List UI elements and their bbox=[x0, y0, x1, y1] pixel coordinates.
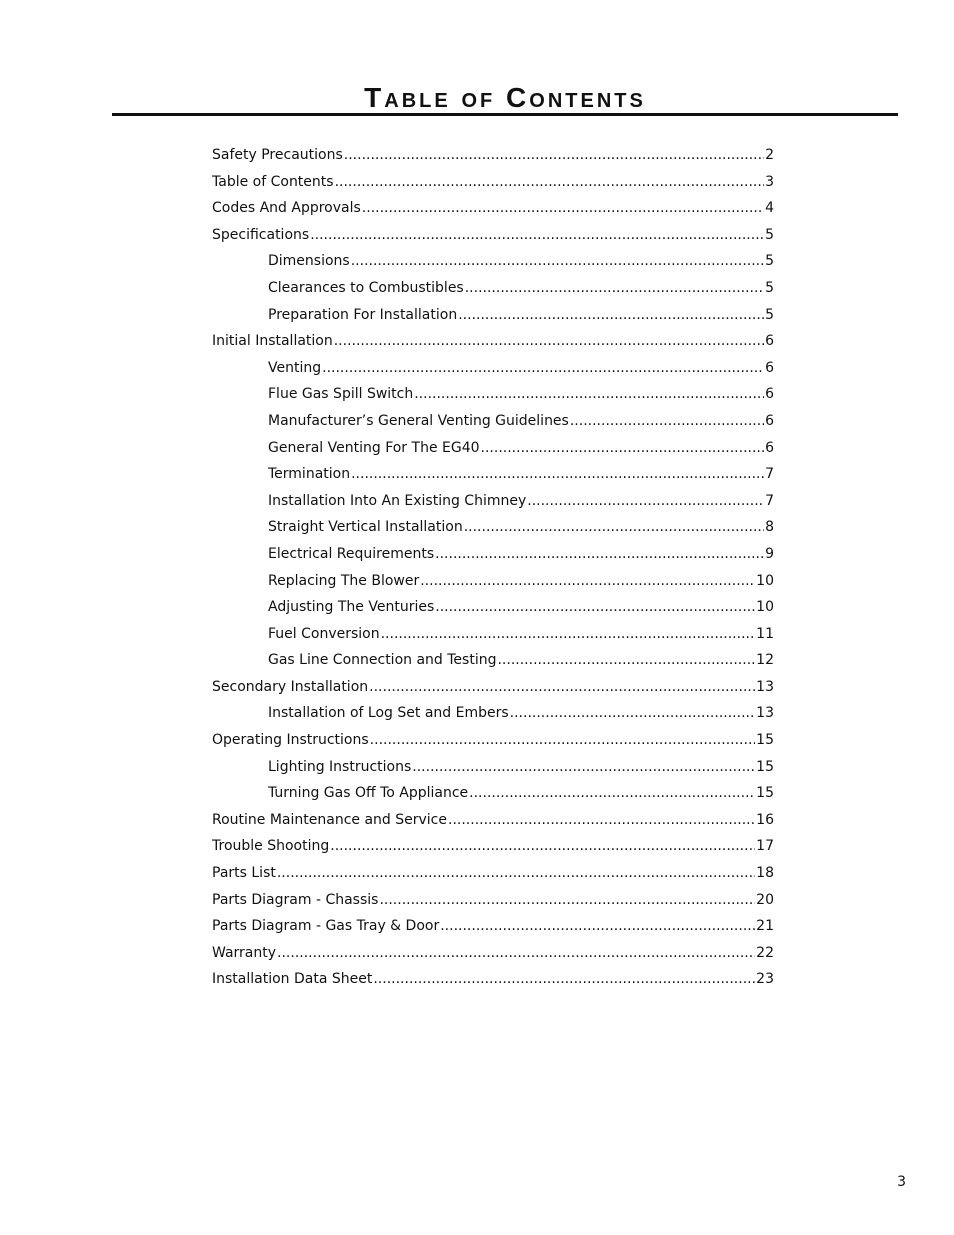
toc-entry-page: 5 bbox=[765, 306, 774, 323]
toc-entry[interactable] bbox=[212, 940, 774, 967]
toc-entry-page: 17 bbox=[756, 838, 774, 855]
toc-entry[interactable] bbox=[212, 700, 774, 727]
toc-entry-page: 4 bbox=[765, 200, 774, 217]
toc-entry[interactable] bbox=[212, 195, 774, 222]
toc-entry-label: Electrical Requirements bbox=[268, 545, 435, 562]
toc-entry[interactable] bbox=[212, 647, 774, 674]
toc-entry[interactable] bbox=[212, 355, 774, 382]
page-title: Table of Contents bbox=[364, 82, 646, 113]
dot-leader bbox=[420, 568, 755, 595]
table-of-contents bbox=[212, 142, 774, 993]
dot-leader bbox=[379, 887, 755, 914]
toc-entry[interactable] bbox=[212, 887, 774, 914]
toc-entry[interactable] bbox=[212, 169, 774, 196]
toc-entry[interactable] bbox=[212, 621, 774, 648]
dot-leader bbox=[414, 381, 764, 408]
toc-entry-page: 18 bbox=[756, 865, 774, 882]
dot-leader bbox=[481, 435, 765, 462]
dot-leader bbox=[435, 541, 764, 568]
dot-leader bbox=[381, 621, 756, 648]
toc-entry-label: Warranty bbox=[212, 944, 277, 961]
dot-leader bbox=[570, 408, 764, 435]
toc-entry-page: 3 bbox=[765, 173, 774, 190]
toc-entry[interactable] bbox=[212, 541, 774, 568]
dot-leader bbox=[464, 514, 764, 541]
dot-leader bbox=[310, 222, 764, 249]
title-rule bbox=[112, 113, 898, 116]
page-number: 3 bbox=[897, 1174, 906, 1190]
toc-entry-page: 5 bbox=[765, 226, 774, 243]
toc-entry-label: Safety Precautions bbox=[212, 147, 343, 163]
toc-entry[interactable] bbox=[212, 754, 774, 781]
toc-entry[interactable] bbox=[212, 328, 774, 355]
toc-entry-page: 6 bbox=[765, 439, 774, 456]
dot-leader bbox=[322, 355, 764, 382]
toc-entry-page: 6 bbox=[765, 333, 774, 350]
toc-entry-page: 6 bbox=[765, 412, 774, 429]
toc-entry-page: 6 bbox=[765, 359, 774, 376]
toc-entry-label: Secondary Installation bbox=[212, 678, 369, 695]
dot-leader bbox=[335, 169, 765, 196]
toc-entry-label: Specifications bbox=[212, 226, 310, 243]
dot-leader bbox=[497, 647, 755, 674]
toc-entry[interactable] bbox=[212, 807, 774, 834]
toc-entry[interactable] bbox=[212, 674, 774, 701]
toc-entry[interactable] bbox=[212, 435, 774, 462]
toc-entry[interactable] bbox=[212, 142, 774, 169]
toc-entry-label: Flue Gas Spill Switch bbox=[268, 386, 414, 403]
dot-leader bbox=[448, 807, 755, 834]
toc-entry-label: Replacing The Blower bbox=[268, 572, 420, 589]
toc-entry-label: Parts Diagram - Gas Tray & Door bbox=[212, 918, 440, 935]
toc-entry-label: Parts List bbox=[212, 865, 276, 882]
dot-leader bbox=[440, 913, 755, 940]
dot-leader bbox=[330, 833, 755, 860]
toc-entry-label: Installation of Log Set and Embers bbox=[268, 705, 509, 722]
toc-entry-label: Installation Data Sheet bbox=[212, 971, 373, 988]
toc-entry-page: 11 bbox=[756, 625, 774, 642]
dot-leader bbox=[469, 780, 755, 807]
dot-leader bbox=[458, 302, 764, 329]
toc-entry[interactable] bbox=[212, 913, 774, 940]
toc-entry[interactable] bbox=[212, 381, 774, 408]
toc-entry-page: 9 bbox=[765, 545, 774, 562]
dot-leader bbox=[351, 461, 764, 488]
toc-entry-page: 13 bbox=[756, 678, 774, 695]
toc-entry-page: 20 bbox=[756, 891, 774, 908]
toc-entry-label: Operating Instructions bbox=[212, 732, 369, 749]
dot-leader bbox=[412, 754, 755, 781]
toc-entry-label: Gas Line Connection and Testing bbox=[268, 652, 497, 669]
dot-leader bbox=[334, 328, 764, 355]
toc-entry-page: 16 bbox=[756, 811, 774, 828]
toc-entry-label: Initial Installation bbox=[212, 333, 333, 350]
toc-entry-label: Turning Gas Off To Appliance bbox=[268, 785, 469, 802]
toc-entry-page: 5 bbox=[765, 279, 774, 296]
dot-leader bbox=[465, 275, 764, 302]
toc-entry-label: General Venting For The EG40 bbox=[268, 439, 480, 456]
dot-leader bbox=[344, 142, 764, 169]
toc-entry[interactable] bbox=[212, 222, 774, 249]
toc-entry-page: 15 bbox=[756, 732, 774, 749]
toc-entry[interactable] bbox=[212, 514, 774, 541]
toc-entry-label: Codes And Approvals bbox=[212, 200, 361, 217]
toc-entry[interactable] bbox=[212, 408, 774, 435]
toc-entry-page: 23 bbox=[756, 971, 774, 988]
toc-entry-label: Parts Diagram - Chassis bbox=[212, 891, 379, 908]
toc-entry-label: Lighting Instructions bbox=[268, 758, 412, 775]
toc-entry-label: Venting bbox=[268, 359, 322, 376]
toc-entry[interactable] bbox=[212, 248, 774, 275]
toc-entry-label: Installation Into An Existing Chimney bbox=[268, 492, 527, 509]
toc-entry-page: 8 bbox=[765, 519, 774, 536]
dot-leader bbox=[373, 966, 755, 993]
dot-leader bbox=[369, 674, 755, 701]
toc-entry-label: Adjusting The Venturies bbox=[268, 599, 435, 616]
toc-entry[interactable] bbox=[212, 594, 774, 621]
toc-entry-label: Routine Maintenance and Service bbox=[212, 811, 447, 828]
toc-entry[interactable] bbox=[212, 860, 774, 887]
toc-entry-page: 22 bbox=[756, 944, 774, 961]
toc-entry-label: Preparation For Installation bbox=[268, 306, 458, 323]
toc-entry-page: 15 bbox=[756, 758, 774, 775]
toc-entry[interactable] bbox=[212, 488, 774, 515]
toc-entry-label: Clearances to Combustibles bbox=[268, 279, 464, 296]
toc-entry[interactable] bbox=[212, 833, 774, 860]
toc-entry[interactable] bbox=[212, 966, 774, 993]
dot-leader bbox=[351, 248, 764, 275]
toc-entry-page: 10 bbox=[756, 572, 774, 589]
toc-entry-page: 7 bbox=[765, 492, 774, 509]
toc-entry-label: Trouble Shooting bbox=[212, 838, 330, 855]
toc-entry[interactable] bbox=[212, 780, 774, 807]
toc-entry[interactable] bbox=[212, 461, 774, 488]
dot-leader bbox=[510, 700, 756, 727]
dot-leader bbox=[527, 488, 764, 515]
toc-entry-label: Termination bbox=[268, 466, 351, 483]
toc-entry-page: 6 bbox=[765, 386, 774, 403]
toc-entry[interactable] bbox=[212, 568, 774, 595]
toc-entry-label: Table of Contents bbox=[212, 173, 334, 190]
dot-leader bbox=[435, 594, 755, 621]
toc-entry-label: Manufacturer’s General Venting Guidelines bbox=[268, 412, 569, 429]
toc-entry[interactable] bbox=[212, 727, 774, 754]
toc-entry-page: 2 bbox=[765, 147, 774, 163]
toc-entry[interactable] bbox=[212, 275, 774, 302]
toc-entry-label: Straight Vertical Installation bbox=[268, 519, 463, 536]
toc-entry-page: 13 bbox=[756, 705, 774, 722]
toc-entry-page: 21 bbox=[756, 918, 774, 935]
toc-entry-label: Dimensions bbox=[268, 253, 350, 270]
toc-entry-page: 12 bbox=[756, 652, 774, 669]
toc-entry-page: 15 bbox=[756, 785, 774, 802]
dot-leader bbox=[277, 860, 755, 887]
toc-entry[interactable] bbox=[212, 302, 774, 329]
toc-entry-page: 7 bbox=[765, 466, 774, 483]
toc-entry-page: 5 bbox=[765, 253, 774, 270]
dot-leader bbox=[277, 940, 755, 967]
dot-leader bbox=[370, 727, 756, 754]
toc-entry-page: 10 bbox=[756, 599, 774, 616]
dot-leader bbox=[362, 195, 764, 222]
toc-entry-label: Fuel Conversion bbox=[268, 625, 380, 642]
